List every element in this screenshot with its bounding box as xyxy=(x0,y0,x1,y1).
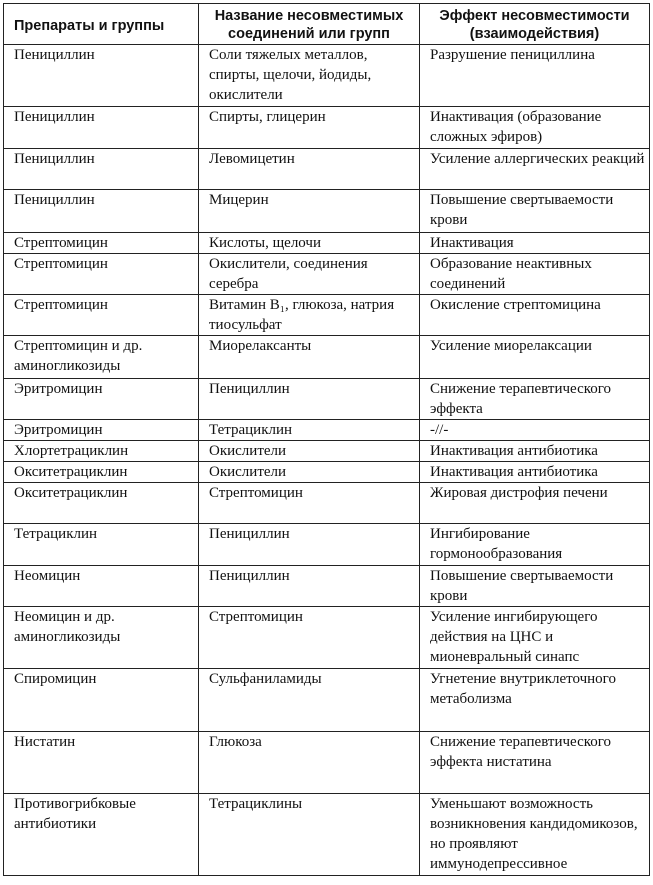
effect-cell: Окисление стрептомицина xyxy=(420,295,650,336)
compound-cell: Окислители, соединения серебра xyxy=(199,254,420,295)
drug-cell: Пенициллин xyxy=(4,45,199,107)
drug-cell: Стрептомицин xyxy=(4,254,199,295)
drug-cell: Эритромицин xyxy=(4,379,199,420)
compound-cell: Тетрациклины xyxy=(199,794,420,876)
compound-cell: Спирты, глицерин xyxy=(199,107,420,149)
effect-cell: Инактивация xyxy=(420,233,650,254)
header-row xyxy=(4,4,650,45)
compound-cell: Стрептомицин xyxy=(199,483,420,524)
table-row xyxy=(4,732,650,794)
compound-cell: Мицерин xyxy=(199,190,420,233)
effect-cell: Повышение свертываемости крови xyxy=(420,566,650,607)
drug-cell: Неомицин и др. аминогликозиды xyxy=(4,607,199,669)
effect-cell: -//- xyxy=(420,420,650,441)
effect-cell: Инактивация антибиотика xyxy=(420,441,650,462)
table-row xyxy=(4,420,650,441)
header-effect: Эффект несовместимости (взаимодействия) xyxy=(420,4,650,45)
compound-cell: Окислители xyxy=(199,441,420,462)
effect-cell: Усиление миорелаксации xyxy=(420,336,650,379)
effect-cell: Образование неактивных соединений xyxy=(420,254,650,295)
drug-cell: Стрептомицин и др. аминогликозиды xyxy=(4,336,199,379)
incompatibility-table xyxy=(3,3,650,876)
drug-cell: Стрептомицин xyxy=(4,295,199,336)
effect-cell: Инактивация антибиотика xyxy=(420,462,650,483)
table-row xyxy=(4,483,650,524)
effect-cell: Уменьшают возможность возникновения кандидомикозов, но проявляют иммунодепрессивное xyxy=(420,794,650,876)
drug-cell: Пенициллин xyxy=(4,190,199,233)
drug-cell: Хлортетрациклин xyxy=(4,441,199,462)
compound-cell: Пенициллин xyxy=(199,524,420,566)
table-row xyxy=(4,149,650,190)
table-row xyxy=(4,524,650,566)
effect-cell: Разрушение пенициллина xyxy=(420,45,650,107)
compound-cell: Окислители xyxy=(199,462,420,483)
table-row xyxy=(4,45,650,107)
header-compounds: Название несовместимых соединений или групп xyxy=(199,4,420,45)
table-row xyxy=(4,462,650,483)
compound-cell: Пенициллин xyxy=(199,379,420,420)
effect-cell: Усиление аллергических реакций xyxy=(420,149,650,190)
effect-cell: Снижение терапевтического эффекта xyxy=(420,379,650,420)
drug-cell: Пенициллин xyxy=(4,107,199,149)
drug-cell: Противогрибковые антибиотики xyxy=(4,794,199,876)
table-row xyxy=(4,607,650,669)
header-drugs: Препараты и группы xyxy=(4,4,199,45)
table-row xyxy=(4,107,650,149)
compound-cell: Глюкоза xyxy=(199,732,420,794)
compound-cell: Тетрациклин xyxy=(199,420,420,441)
drug-cell: Эритромицин xyxy=(4,420,199,441)
table-row xyxy=(4,295,650,336)
compound-cell: Миорелаксанты xyxy=(199,336,420,379)
drug-cell: Нистатин xyxy=(4,732,199,794)
table-row xyxy=(4,794,650,876)
drug-cell: Окситетрациклин xyxy=(4,462,199,483)
table-row xyxy=(4,254,650,295)
effect-cell: Повышение свертываемости крови xyxy=(420,190,650,233)
drug-cell: Пенициллин xyxy=(4,149,199,190)
table-row xyxy=(4,190,650,233)
table-row xyxy=(4,566,650,607)
drug-cell: Неомицин xyxy=(4,566,199,607)
table-row xyxy=(4,336,650,379)
compound-cell: Сульфаниламиды xyxy=(199,669,420,732)
effect-cell: Снижение терапевтического эффекта нистатина xyxy=(420,732,650,794)
effect-cell: Угнетение внутриклеточного метаболизма xyxy=(420,669,650,732)
compound-cell: Витамин B₁, глюкоза, натрия тиосульфат xyxy=(199,295,420,336)
drug-cell: Стрептомицин xyxy=(4,233,199,254)
compound-cell: Кислоты, щелочи xyxy=(199,233,420,254)
drug-cell: Окситетрациклин xyxy=(4,483,199,524)
compound-cell: Левомицетин xyxy=(199,149,420,190)
effect-cell: Ингибирование гормонообразования xyxy=(420,524,650,566)
effect-cell: Усиление ингибирующего действия на ЦНС и мионевральный синапс xyxy=(420,607,650,669)
effect-cell: Инактивация (образование сложных эфиров) xyxy=(420,107,650,149)
table-row xyxy=(4,669,650,732)
compound-cell: Пенициллин xyxy=(199,566,420,607)
compound-cell: Соли тяжелых металлов, спирты, щелочи, йодиды, окислители xyxy=(199,45,420,107)
table-row xyxy=(4,379,650,420)
effect-cell: Жировая дистрофия печени xyxy=(420,483,650,524)
drug-cell: Тетрациклин xyxy=(4,524,199,566)
table-row xyxy=(4,233,650,254)
table-body xyxy=(4,45,650,876)
drug-cell: Спиромицин xyxy=(4,669,199,732)
table-row xyxy=(4,441,650,462)
compound-cell: Стрептомицин xyxy=(199,607,420,669)
